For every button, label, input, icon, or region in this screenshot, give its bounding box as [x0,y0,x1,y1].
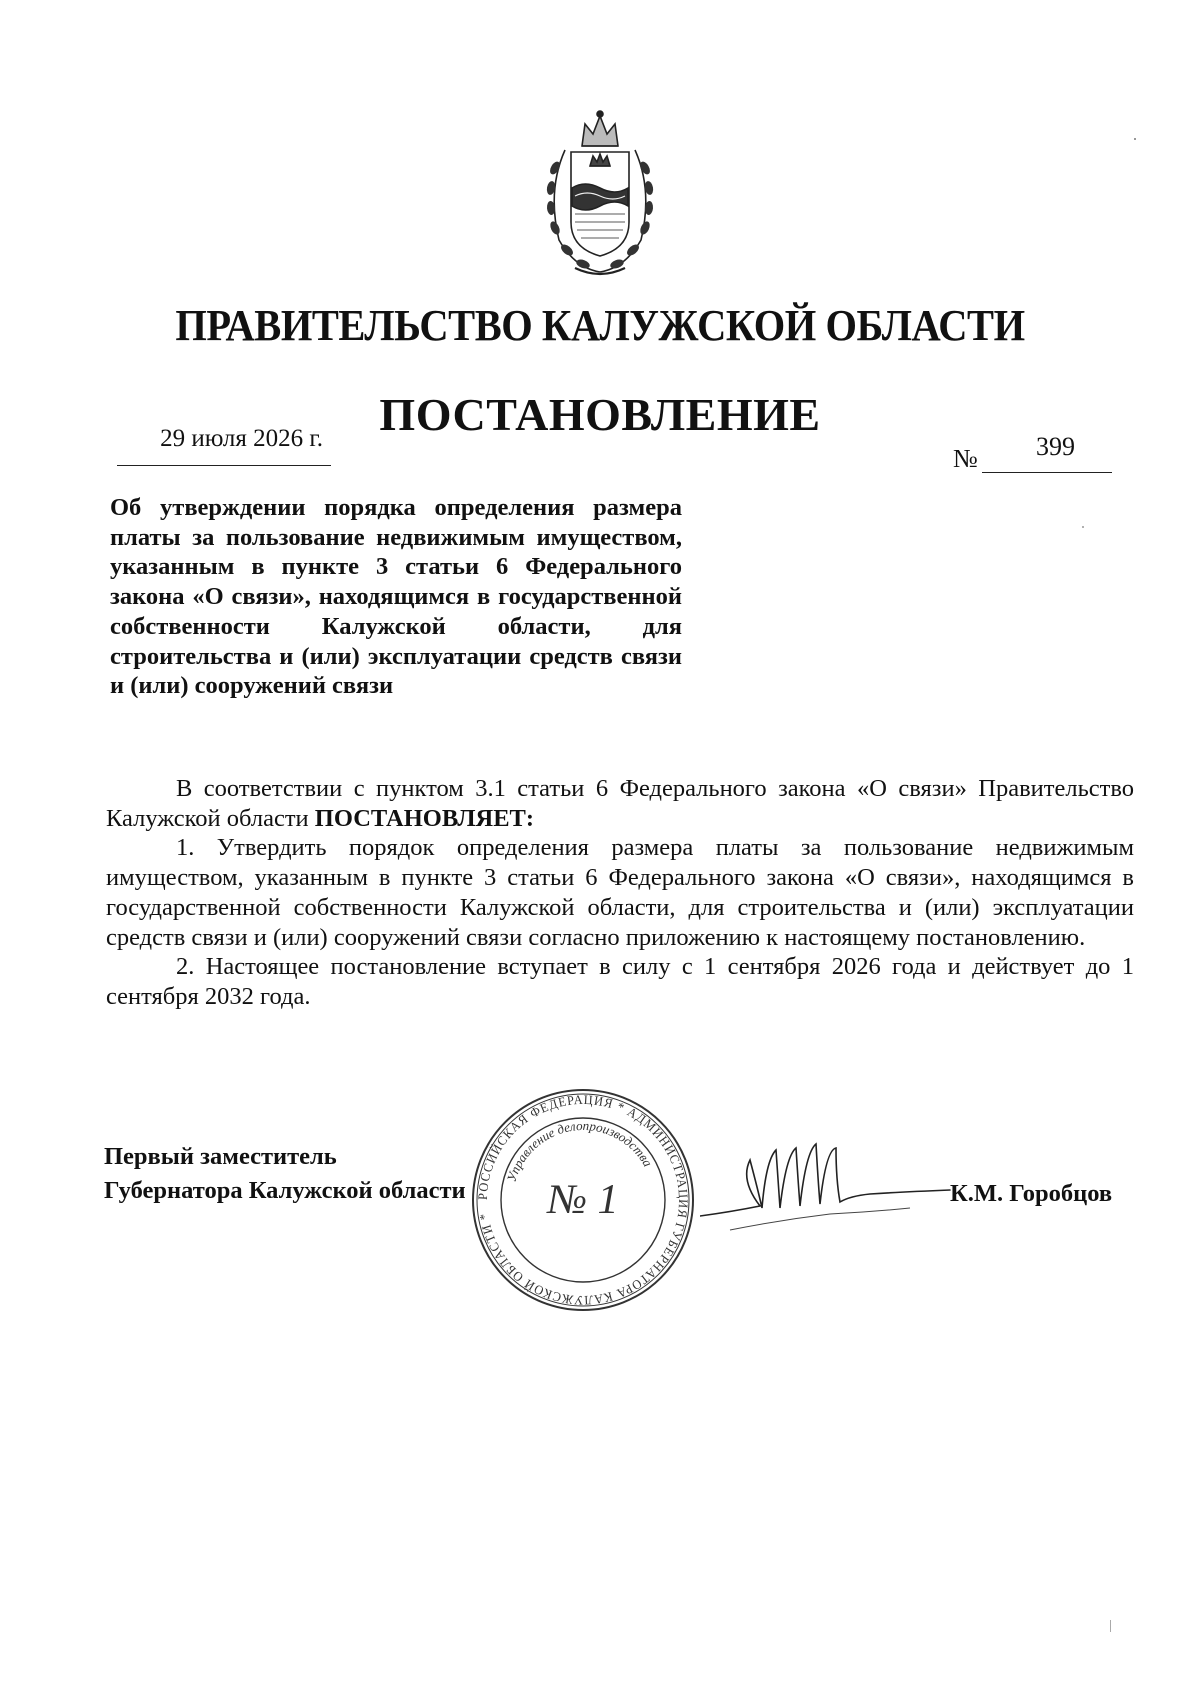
preamble-text: В соответствии с пунктом 3.1 статьи 6 Федерального закона «О связи» Правительство Калужской области [106,775,1134,832]
number-underline [982,472,1112,473]
svg-text:№ 1: № 1 [547,1177,619,1223]
official-seal [468,1085,698,1315]
number-label: № [953,444,978,473]
position-line-1: Первый заместитель [104,1143,337,1170]
decree-word: ПОСТАНОВЛЯЕТ: [314,804,535,832]
svg-text:Управление делопроизводства: Управление делопроизводства [503,1117,656,1184]
signatory-position [104,1140,466,1208]
organization-title: ПРАВИТЕЛЬСТВО КАЛУЖСКОЙ ОБЛАСТИ [175,301,1025,350]
body-item-2: 2. Настоящее постановление вступает в силу с 1 сентября 2026 года и действует до 1 сентября 2032 года. [106,953,1134,1010]
document-body [106,774,1134,1012]
signatory-name: К.М. Горобцов [950,1180,1113,1207]
coat-of-arms-emblem [535,110,665,278]
body-item-1: 1. Утвердить порядок определения размера платы за пользование недвижимым имуществом, указанным в пункте 3 статьи 6 Федерального закона «О связи», находящимся в государственной собственности Калужской области, для строительства и (или) эксплуатации средств связи и (или) сооружений связи согласно приложению к настоящему постановлению. [106,834,1134,951]
date-underline [117,465,331,466]
preamble-paragraph [106,774,1134,833]
svg-text:РОССИЙСКАЯ ФЕДЕРАЦИЯ * АДМИНИС: РОССИЙСКАЯ ФЕДЕРАЦИЯ * АДМИНИСТРАЦИЯ ГУБЕРНАТОРА КАЛУЖСКОЙ ОБЛАСТИ * [474,1091,692,1309]
handwritten-signature [700,1120,960,1250]
document-subject: Об утверждении порядка определения размера платы за пользование недвижимым имуществом, указанным в пункте 3 статьи 6 Федерального закона «О связи», находящимся в государственной собственности Калужской области, для строительства и (или) эксплуатации средств связи и (или) сооружений связи [110,494,682,700]
scan-speck [1134,138,1136,140]
document-date: 29 июля 2026 г. [160,425,323,452]
document-type: ПОСТАНОВЛЕНИЕ [379,389,821,440]
position-line-2: Губернатора Калужской области [104,1177,466,1204]
scan-speck [1082,526,1084,528]
document-number: 399 [1036,432,1075,461]
scan-speck [1110,1620,1111,1632]
